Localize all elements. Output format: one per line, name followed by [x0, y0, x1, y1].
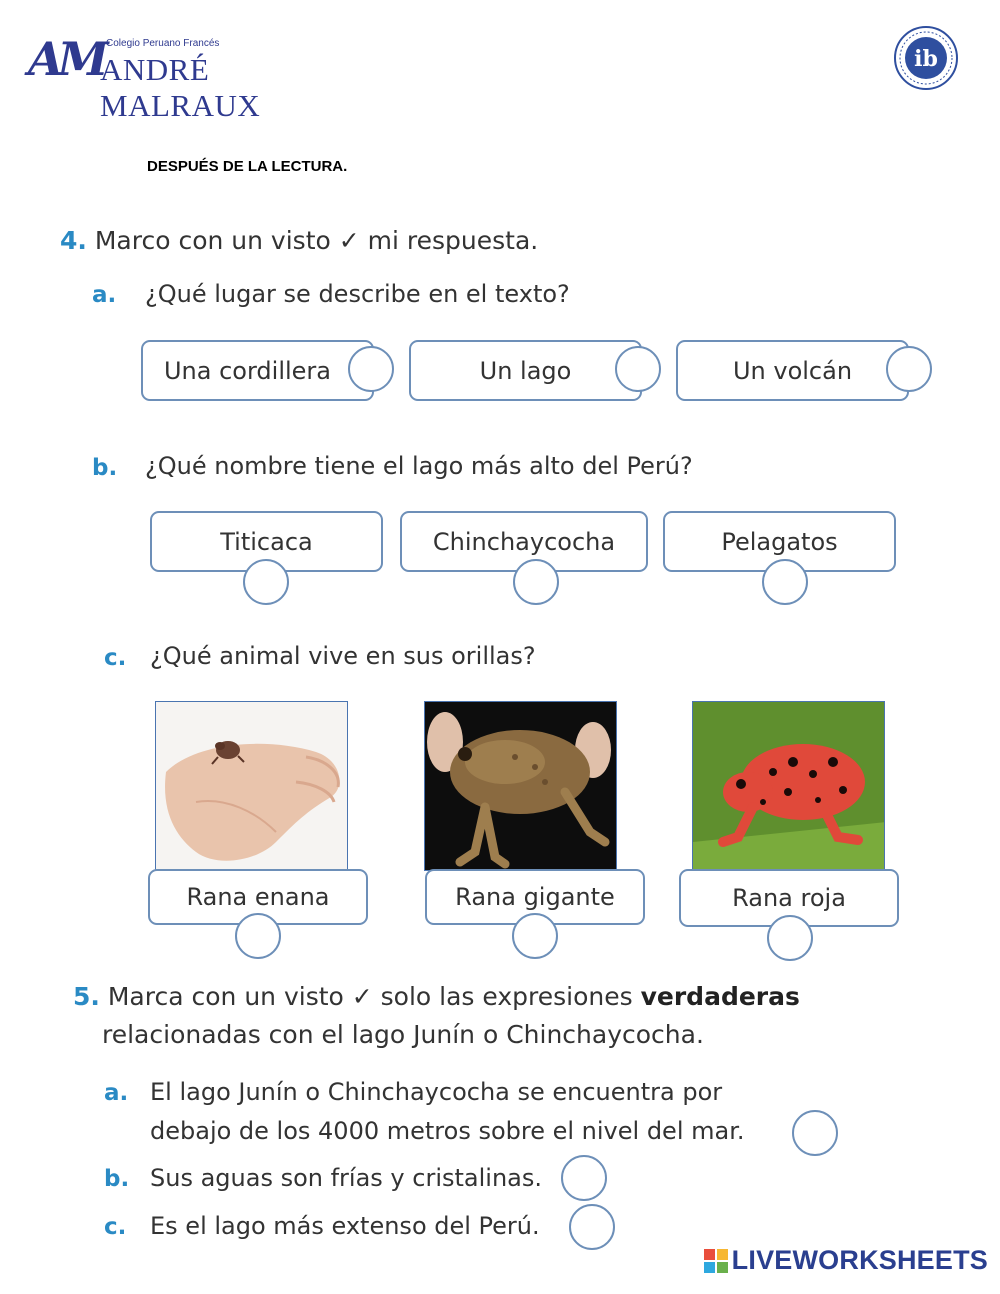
photo-tiny-frog: [155, 701, 348, 871]
question-text: Marca con un visto ✓ solo las expresiones: [107, 982, 641, 1011]
subquestion-letter: c.: [104, 645, 127, 671]
answer-circle[interactable]: [513, 559, 559, 605]
statement-text: Es el lago más extenso del Perú.: [150, 1212, 540, 1240]
answer-circle[interactable]: [792, 1110, 838, 1156]
option-box: Rana roja: [679, 869, 899, 927]
statement-text: Sus aguas son frías y cristalinas.: [150, 1164, 542, 1192]
option-box: Titicaca: [150, 511, 383, 572]
answer-circle[interactable]: [767, 915, 813, 961]
photo-red-frog: [692, 701, 885, 871]
statement-letter: a.: [104, 1080, 129, 1106]
option-box: Pelagatos: [663, 511, 896, 572]
school-name: ANDRÉ MALRAUX: [100, 52, 261, 123]
subquestion-letter: a.: [92, 282, 117, 308]
answer-circle[interactable]: [512, 913, 558, 959]
liveworksheets-logo: [704, 1245, 988, 1276]
school-subtitle: Colegio Peruano Francés: [106, 38, 220, 49]
option-box: Un volcán: [676, 340, 909, 401]
answer-circle[interactable]: [615, 346, 661, 392]
option-box: Un lago: [409, 340, 642, 401]
option-box: Una cordillera: [141, 340, 374, 401]
option-box: Rana gigante: [425, 869, 645, 925]
question-number: 4.: [60, 226, 87, 255]
statement-text: El lago Junín o Chinchaycocha se encuentra por: [150, 1078, 723, 1106]
statement-letter: b.: [104, 1166, 130, 1192]
answer-circle[interactable]: [569, 1204, 615, 1250]
subquestion-text: ¿Qué animal vive en sus orillas?: [150, 642, 536, 670]
ib-text: ib: [914, 46, 938, 72]
question-bold-text: verdaderas: [640, 982, 800, 1011]
answer-circle[interactable]: [561, 1155, 607, 1201]
answer-circle[interactable]: [886, 346, 932, 392]
answer-circle[interactable]: [348, 346, 394, 392]
option-box: Rana enana: [148, 869, 368, 925]
statement-text: debajo de los 4000 metros sobre el nivel del mar.: [150, 1117, 745, 1145]
photo-giant-frog: [424, 701, 617, 871]
question-5: [73, 982, 800, 1011]
question-number: 5.: [73, 982, 100, 1011]
section-title: DESPUÉS DE LA LECTURA.: [147, 158, 348, 175]
statement-letter: c.: [104, 1214, 127, 1240]
school-logo: [28, 30, 338, 123]
ib-badge-icon: [893, 25, 959, 91]
option-box: Chinchaycocha: [400, 511, 648, 572]
subquestion-text: ¿Qué lugar se describe en el texto?: [145, 280, 570, 308]
answer-circle[interactable]: [243, 559, 289, 605]
liveworksheets-text: LIVEWORKSHEETS: [731, 1245, 988, 1275]
question-4: [60, 226, 538, 255]
answer-circle[interactable]: [762, 559, 808, 605]
ib-logo: [893, 25, 959, 91]
subquestion-text: ¿Qué nombre tiene el lago más alto del Perú?: [145, 452, 693, 480]
school-monogram: AM: [28, 32, 103, 86]
question-text: Marco con un visto ✓ mi respuesta.: [94, 226, 539, 255]
answer-circle[interactable]: [235, 913, 281, 959]
subquestion-letter: b.: [92, 455, 118, 481]
question-5-line2: relacionadas con el lago Junín o Chinchaycocha.: [102, 1020, 704, 1049]
liveworksheets-icon: [704, 1249, 728, 1273]
